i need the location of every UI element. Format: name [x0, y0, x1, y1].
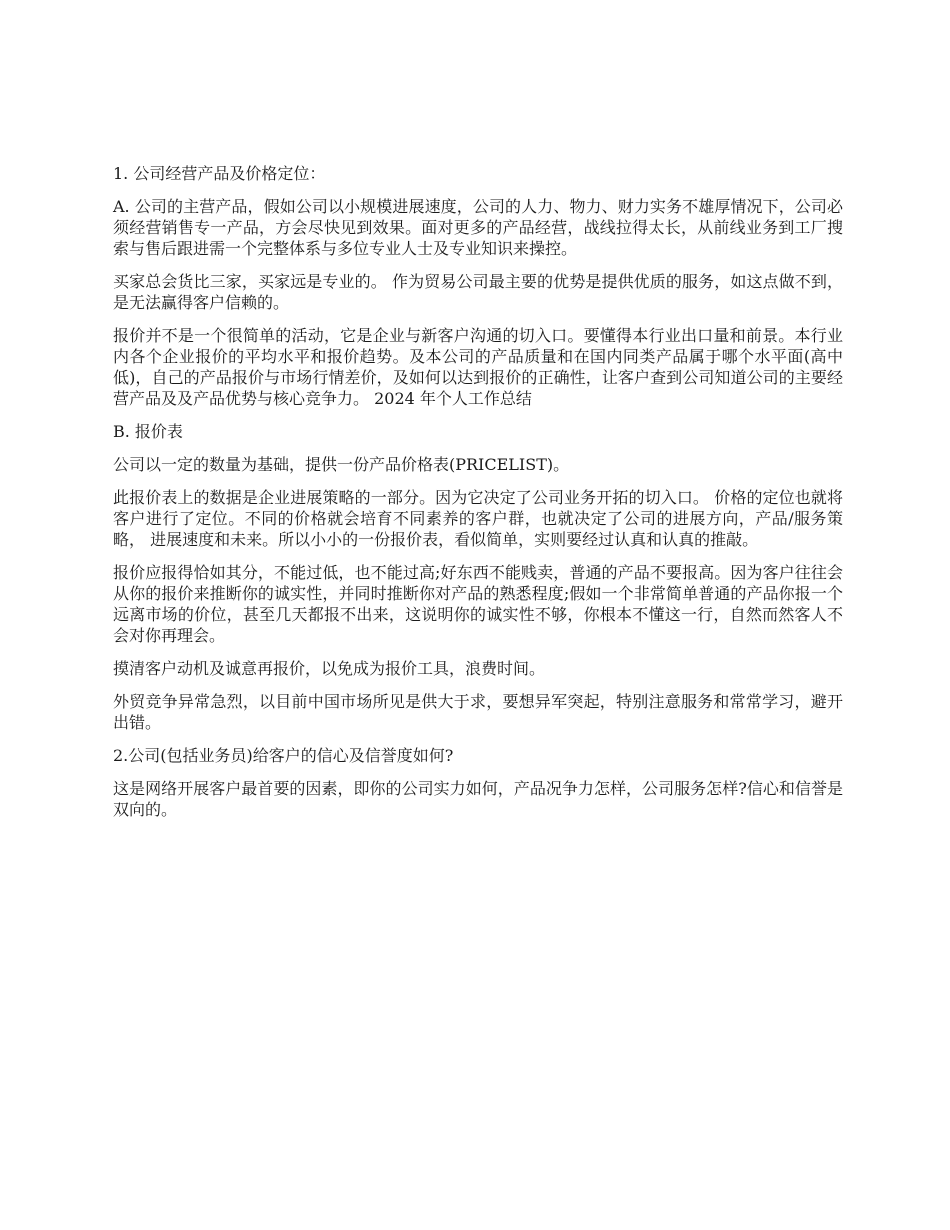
section-heading-1: 1. 公司经营产品及价格定位：	[113, 164, 326, 183]
subsection-heading-b: B. 报价表	[113, 422, 183, 441]
paragraph-buyers: 买家总会货比三家，买家远是专业的。 作为贸易公司最主要的优势是提供优质的服务，如这点做不到，是无法赢得客户信赖的。	[113, 272, 843, 312]
paragraph-competition: 外贸竞争异常急烈，以目前中国市场所见是供大于求，要想异军突起，特别注意服务和常常学习，避开出错。	[113, 692, 843, 732]
paragraph-main-products: A. 公司的主营产品，假如公司以小规模进展速度，公司的人力、物力、财力实务不雄厚情况下，公司必须经营销售专一产品，方会尽快见到效果。面对更多的产品经营，战线拉得太长，从前线业务到工厂搜索与售后跟进需一个完整体系与多位专业人士及专业知识来操控。	[113, 197, 843, 258]
paragraph-customer-motive: 摸清客户动机及诚意再报价，以免成为报价工具，浪费时间。	[113, 659, 546, 678]
paragraph-pricelist: 公司以一定的数量为基础，提供一份产品价格表(PRICELIST)。	[113, 455, 570, 474]
paragraph-pricelist-strategy: 此报价表上的数据是企业进展策略的一部分。因为它决定了公司业务开拓的切入口。 价格的定位也就将客户进行了定位。不同的价格就会培育不同素养的客户群，也就决定了公司的进展方向，产品/服务策略， 进展速度和未来。所以小小的一份报价表，看似简单，实则要经过认真和认真的推敲。	[113, 488, 843, 549]
paragraph-confidence: 这是网络开展客户最首要的因素，即你的公司实力如何，产品况争力怎样，公司服务怎样?信心和信誉是双向的。	[113, 779, 843, 819]
document-body	[113, 163, 843, 832]
section-heading-2: 2.公司(包括业务员)给客户的信心及信誉度如何?	[113, 746, 454, 765]
paragraph-quotation-activity: 报价并不是一个很简单的活动，它是企业与新客户沟通的切入口。要懂得本行业出口量和前景。本行业内各个企业报价的平均水平和报价趋势。及本公司的产品质量和在国内同类产品属于哪个水平面(高中低)，自己的产品报价与市场行情差价，及如何以达到报价的正确性，让客户查到公司知道公司的主要经营产品及及产品优势与核心竞争力。 2024 年个人工作总结	[113, 326, 843, 408]
paragraph-quote-properly: 报价应报得恰如其分，不能过低，也不能过高;好东西不能贱卖，普通的产品不要报高。因为客户往往会从你的报价来推断你的诚实性，并同时推断你对产品的熟悉程度;假如一个非常简单普通的产品你报一个远离市场的价位，甚至几天都报不出来，这说明你的诚实性不够，你根本不懂这一行，自然而然客人不会对你再理会。	[113, 563, 843, 645]
